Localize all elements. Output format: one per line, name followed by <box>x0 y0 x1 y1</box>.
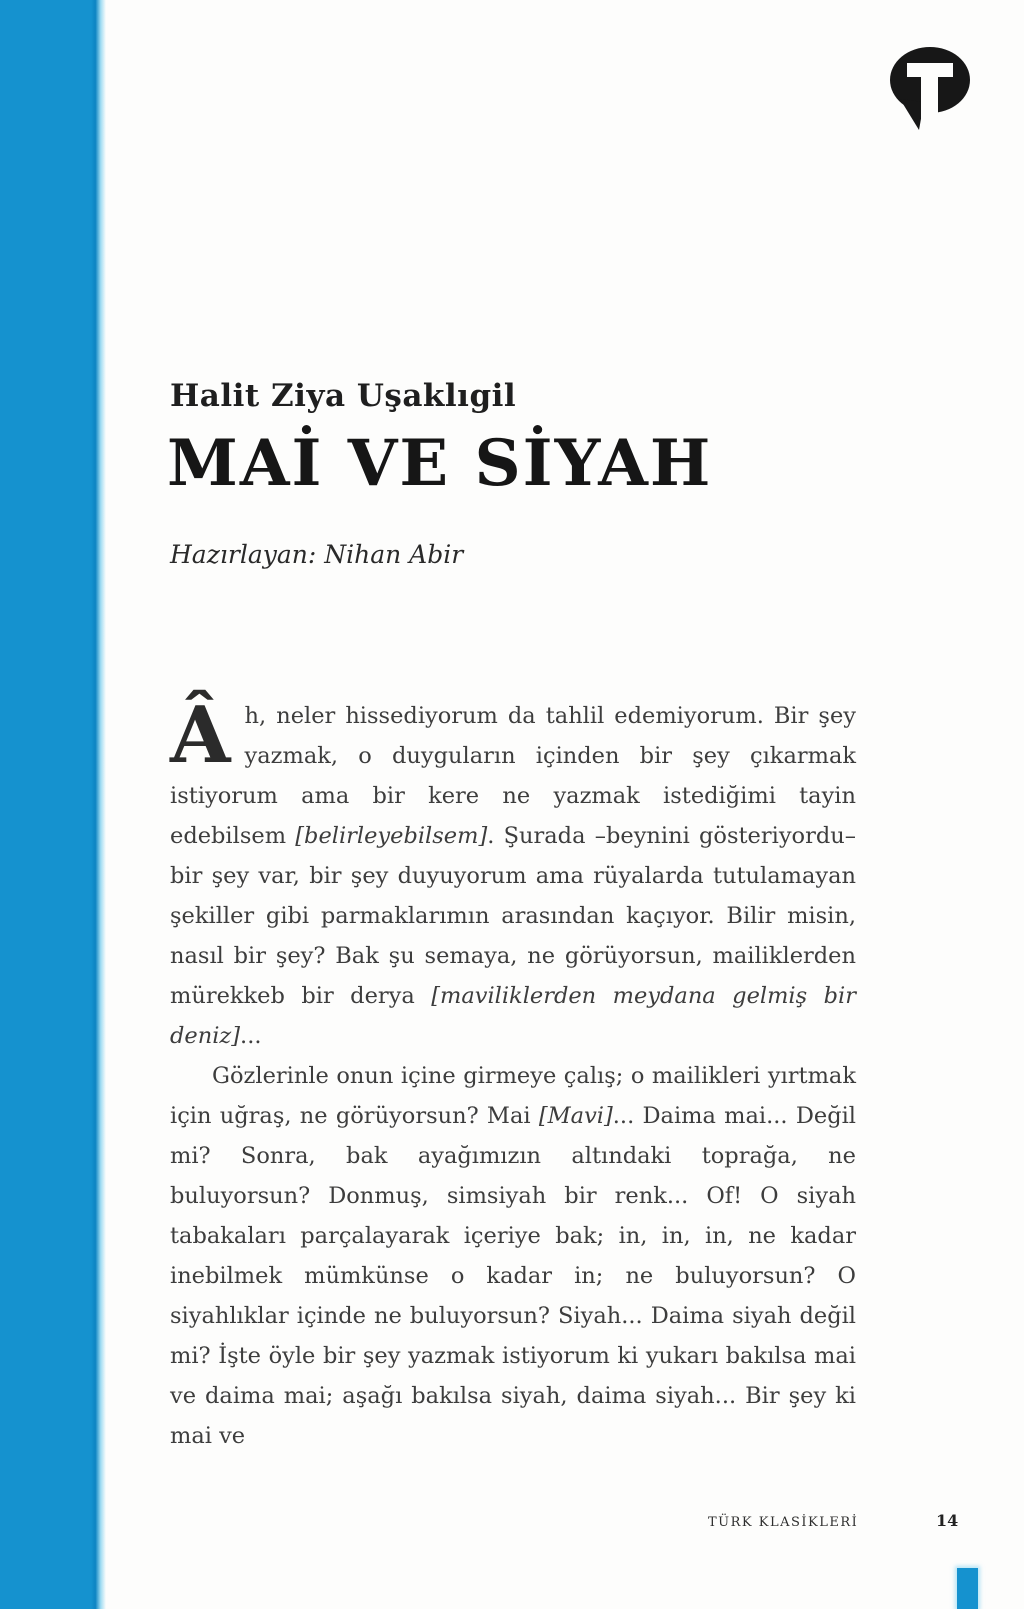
publisher-logo <box>890 47 970 132</box>
italic-segment: [belirleyebilsem] <box>295 823 488 849</box>
body-paragraph <box>170 690 856 1056</box>
text-segment: ... Daima mai... Değil mi? Sonra, bak ayağımızın altındaki toprağa, ne buluyorsun? Donmuş, simsiyah bir renk... Of! O siyah tabakaları parçalayarak içeriye bak; in, in, in, ne kadar inebilmek mümkünse o kadar in; ne buluyorsun? O siyahlıklar içinde ne buluyorsun? Siyah... Daima siyah değil mi? İşte öyle bir şey yazmak istiyorum ki yukarı bakılsa mai ve daima mai; aşağı bakılsa siyah, daima siyah... Bir şey ki mai ve <box>170 1103 856 1449</box>
bottom-page-marker <box>957 1568 978 1609</box>
text-segment: . Şurada –beynini gösteriyordu– bir şey var, bir şey duyuyorum ama rüyalarda tutulamayan şekiller gibi parmaklarımın arasından kaçıyor. Bilir misin, nasıl bir şey? Bak şu semaya, ne görüyorsun, mailiklerden mürekkeb bir derya <box>170 823 856 1009</box>
series-label: TÜRK KLASİKLERİ <box>708 1515 859 1530</box>
book-title: MAİ VE SİYAH <box>167 426 713 501</box>
italic-segment: [Mavi] <box>538 1103 613 1129</box>
left-accent-stripe <box>0 0 106 1609</box>
drop-cap: Â <box>170 690 231 781</box>
body-text <box>170 690 856 1456</box>
italic-segment: [maviliklerden meydana gelmiş bir deniz] <box>170 983 856 1049</box>
body-paragraph <box>170 1056 856 1456</box>
text-segment: h, neler hissediyorum da tahlil edemiyorum. Bir şey yazmak, o duyguların içinden bir şey çıkarmak istiyorum ama bir kere ne yazmak istediğimi tayin edebilsem <box>170 703 856 849</box>
text-segment: ... <box>240 1023 262 1049</box>
author-name: Halit Ziya Uşaklıgil <box>170 378 517 414</box>
page-number: 14 <box>936 1511 959 1530</box>
publisher-bubble-t-icon <box>890 47 970 132</box>
editor-line: Hazırlayan: Nihan Abir <box>170 540 464 569</box>
text-segment: Gözlerinle onun içine girmeye çalış; o mailikleri yırtmak için uğraş, ne görüyorsun? Mai <box>170 1063 856 1129</box>
